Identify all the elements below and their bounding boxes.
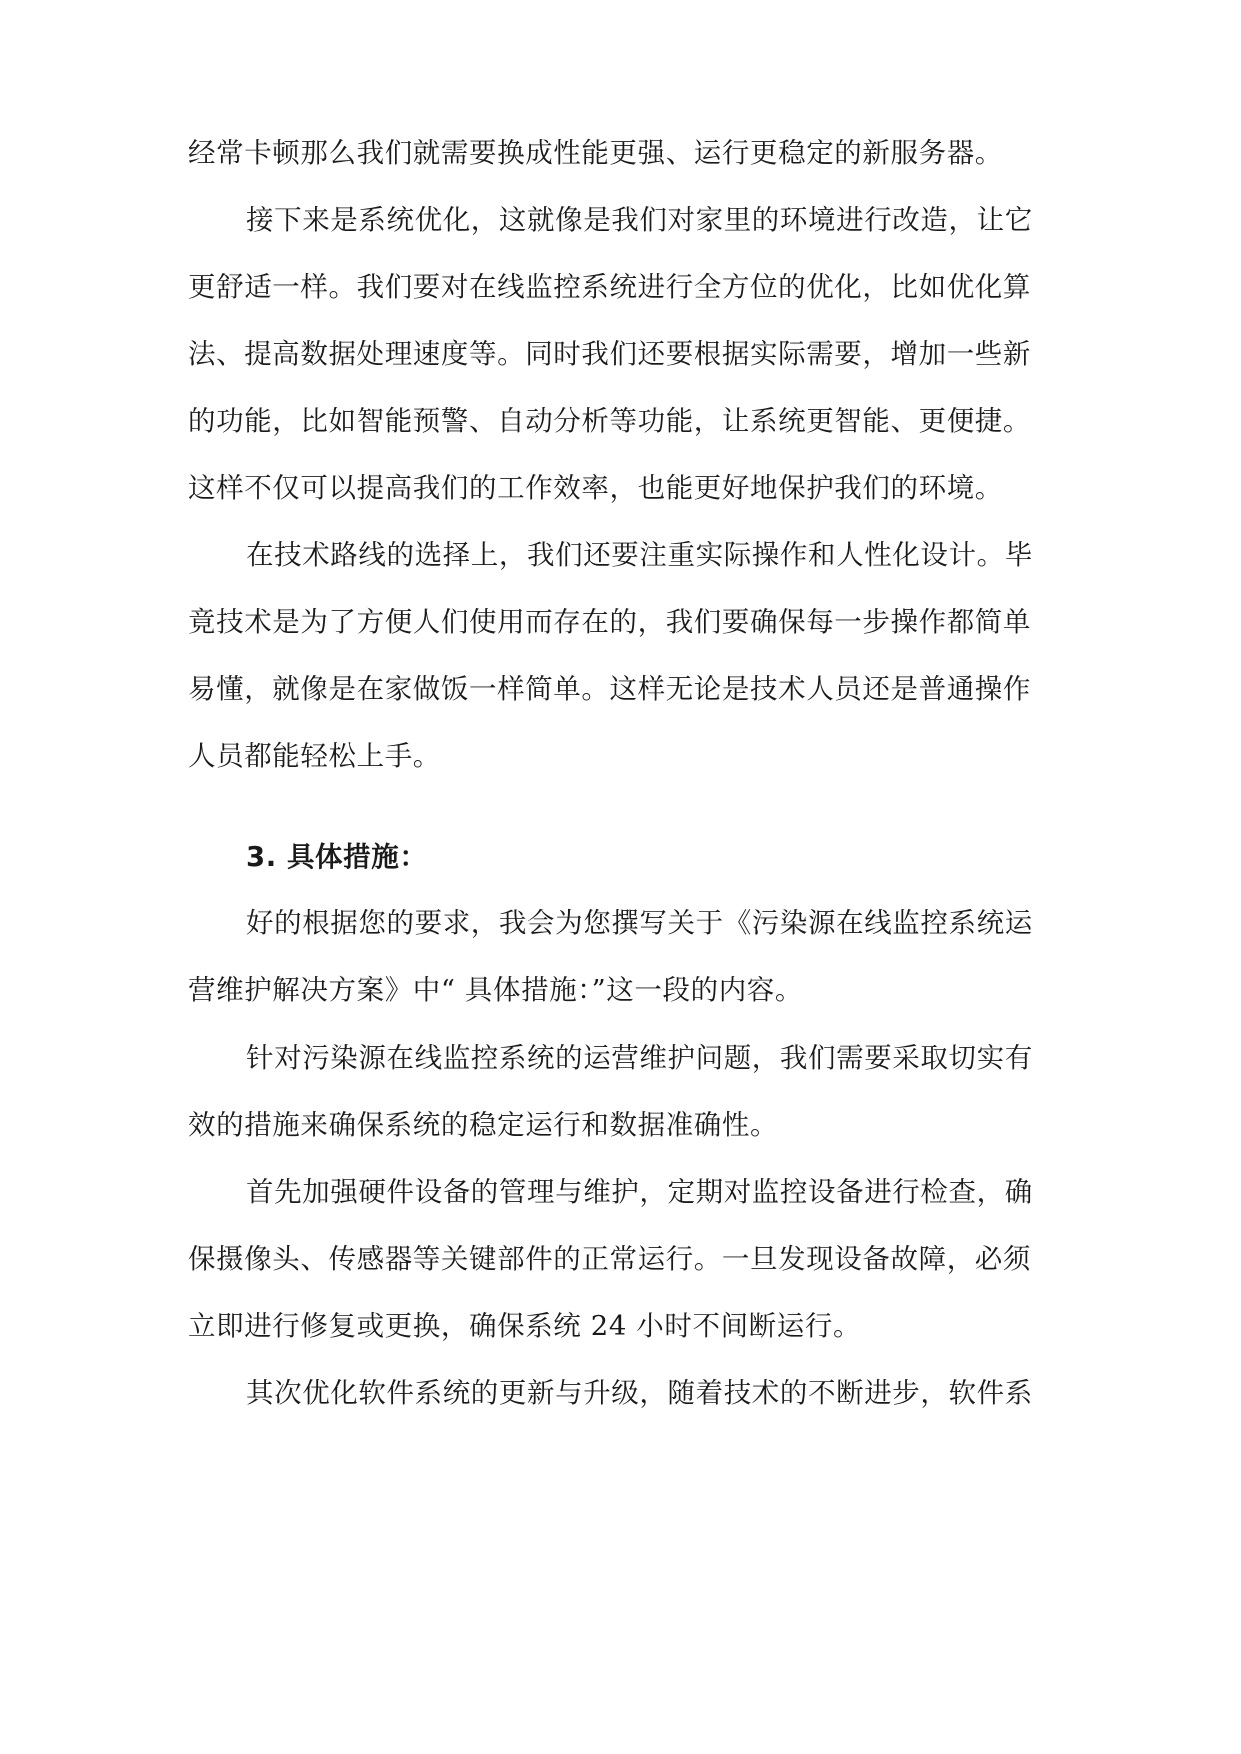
paragraph-start-line: 接下来是系统优化，这就像是我们对家里的环境进行改造，让它 (246, 204, 1033, 236)
paragraph-start-line: 好的根据您的要求，我会为您撰写关于《污染源在线监控系统运 (246, 907, 1033, 939)
paragraph-start-line: 其次优化软件系统的更新与升级，随着技术的不断进步，软件系 (246, 1377, 1033, 1409)
body-line: 更舒适一样。我们要对在线监控系统进行全方位的优化，比如优化算 (188, 271, 1031, 303)
paragraph-start-line: 首先加强硬件设备的管理与维护，定期对监控设备进行检查，确 (246, 1176, 1033, 1208)
body-line: 效的措施来确保系统的稳定运行和数据准确性。 (188, 1109, 779, 1141)
body-line: 人员都能轻松上手。 (188, 740, 441, 772)
body-line: 法、提高数据处理速度等。同时我们还要根据实际需要，增加一些新 (188, 338, 1031, 370)
body-line: 保摄像头、传感器等关键部件的正常运行。一旦发现设备故障，必须 (188, 1243, 1031, 1275)
body-line: 营维护解决方案》中“ 具体措施：”这一段的内容。 (188, 974, 804, 1006)
body-line: 易懂，就像是在家做饭一样简单。这样无论是技术人员还是普通操作 (188, 673, 1031, 705)
body-line: 的功能，比如智能预警、自动分析等功能，让系统更智能、更便捷。 (188, 405, 1031, 437)
body-line: 立即进行修复或更换，确保系统 24 小时不间断运行。 (188, 1310, 862, 1342)
paragraph-start-line: 在技术路线的选择上，我们还要注重实际操作和人性化设计。毕 (246, 539, 1033, 571)
body-line: 竟技术是为了方便人们使用而存在的，我们要确保每一步操作都简单 (188, 606, 1031, 638)
paragraph-start-line: 针对污染源在线监控系统的运营维护问题，我们需要采取切实有 (246, 1042, 1033, 1074)
section-heading: 3. 具体措施： (246, 841, 428, 873)
body-line: 这样不仅可以提高我们的工作效率，也能更好地保护我们的环境。 (188, 472, 1003, 504)
body-line: 经常卡顿那么我们就需要换成性能更强、运行更稳定的新服务器。 (188, 137, 1003, 169)
